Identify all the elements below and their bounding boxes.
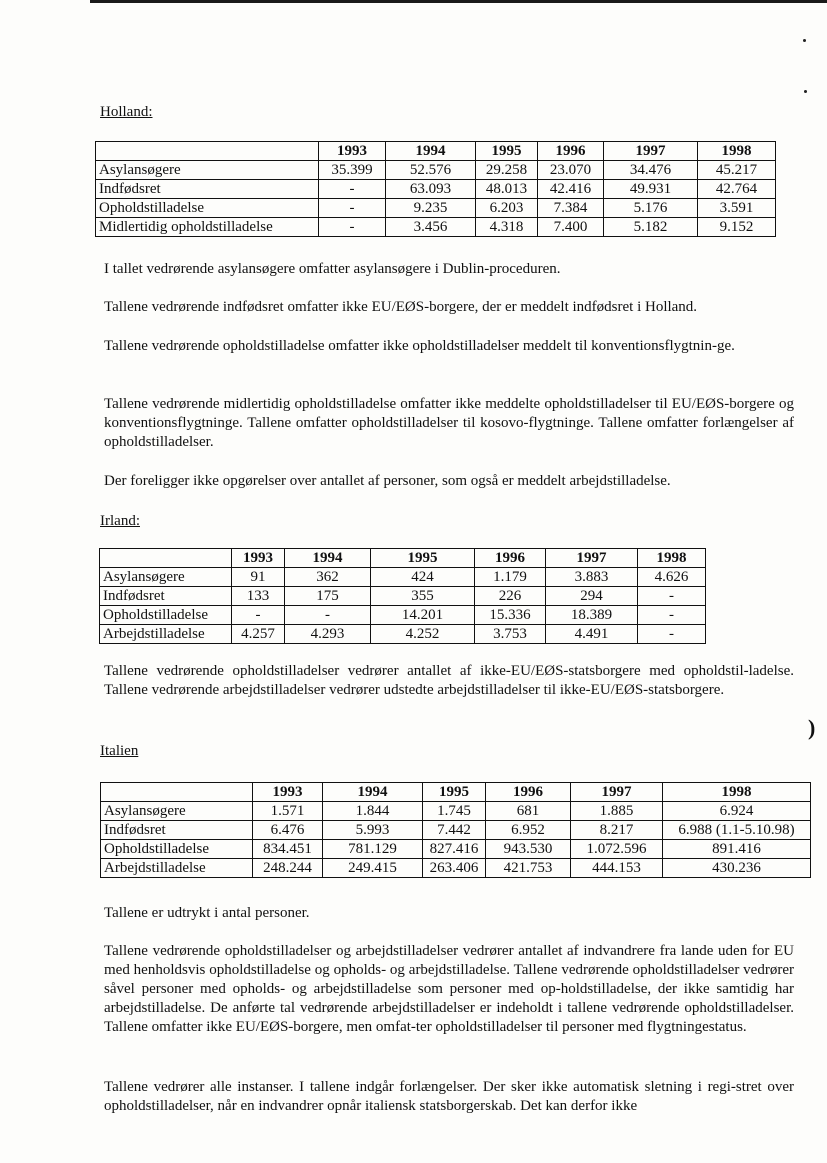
year-header: 1995 [476,142,538,161]
year-header: 1994 [386,142,476,161]
table-row [101,840,811,859]
table-cell: 1.745 [423,802,486,821]
year-header: 1995 [371,549,475,568]
table-cell: 8.217 [571,821,663,840]
scan-speck [804,90,807,93]
table-cell: 6.476 [253,821,323,840]
table-cell: 5.182 [604,218,698,237]
table-cell: 263.406 [423,859,486,878]
table-cell: 9.235 [386,199,476,218]
table-cell: - [319,218,386,237]
paragraph: Tallene vedrørende opholdstilladelser vedrører antallet af ikke-EU/EØS-statsborgere med opholdstil-ladelse. Tallene vedrørende arbejdstilladelser vedrører udstedte arbejdstilladelser til ikke-EU/EØS-statsborgere. [104,663,794,698]
table-cell: - [638,587,706,606]
table-cell: 4.257 [232,625,285,644]
table-row [96,161,776,180]
year-header: 1997 [571,783,663,802]
table-row [101,859,811,878]
table-cell: 18.389 [546,606,638,625]
table-corner-cell [101,783,253,802]
table-cell: 943.530 [486,840,571,859]
row-label: Arbejdstilladelse [100,625,232,644]
table-cell: 23.070 [538,161,604,180]
section-heading-holland: Holland: [100,104,153,120]
table-cell: 49.931 [604,180,698,199]
table-cell: 294 [546,587,638,606]
row-label: Opholdstilladelse [100,606,232,625]
table-row [101,802,811,821]
table-cell: 7.442 [423,821,486,840]
table-cell: 1.571 [253,802,323,821]
table-row [100,625,706,644]
row-label: Asylansøgere [96,161,319,180]
table-cell: 4.491 [546,625,638,644]
table-cell: - [638,625,706,644]
table-cell: 4.293 [285,625,371,644]
table-cell: 29.258 [476,161,538,180]
year-header: 1994 [285,549,371,568]
table-cell: 681 [486,802,571,821]
year-header: 1995 [423,783,486,802]
table-cell: - [319,180,386,199]
table-cell: 52.576 [386,161,476,180]
table-cell: - [285,606,371,625]
table-cell: 4.252 [371,625,475,644]
table-cell: 5.993 [323,821,423,840]
table-cell: 4.626 [638,568,706,587]
row-label: Arbejdstilladelse [101,859,253,878]
table-cell: 362 [285,568,371,587]
table-cell: 6.203 [476,199,538,218]
paragraph: Tallene vedrørende opholdstilladelser og arbejdstilladelser vedrører antallet af indvandrere fra lande uden for EU med henholdsvis opholdstilladelse og opholds- og arbejdstilladelse. Tallene vedrørende opholdstilladelser vedrører såvel personer med opholds- og arbejdstilladelse som personer med op-holdstilladelse, der ikke samtidig har arbejdstilladelse. De anførte tal vedrørende arbejdstilladelser er indeholdt i tallene vedrørende opholdstilladelser. Tallene omfatter ikke EU/EØS-borgere, men omfat-ter opholdstilladelser til personer med flygtningestatus. [104,943,794,1035]
table-cell: 421.753 [486,859,571,878]
table-cell: 781.129 [323,840,423,859]
table-header-row [100,549,706,568]
table-cell: 45.217 [698,161,776,180]
table-cell: 3.753 [475,625,546,644]
year-header: 1994 [323,783,423,802]
table-cell: 14.201 [371,606,475,625]
table-italien [100,782,811,878]
row-label: Indfødsret [100,587,232,606]
table-cell: 248.244 [253,859,323,878]
paragraph: Tallene er udtrykt i antal personer. [104,905,310,921]
table-cell: 424 [371,568,475,587]
year-header: 1996 [486,783,571,802]
table-cell: - [232,606,285,625]
table-cell: 42.764 [698,180,776,199]
table-row [96,180,776,199]
table-cell: 7.400 [538,218,604,237]
row-label: Midlertidig opholdstilladelse [96,218,319,237]
table-cell: 6.988 (1.1-5.10.98) [663,821,811,840]
paragraph: Tallene vedrørende indfødsret omfatter ikke EU/EØS-borgere, der er meddelt indfødsret i Holland. [104,299,698,315]
table-holland [95,141,776,237]
table-cell: 1.885 [571,802,663,821]
table-cell: 5.176 [604,199,698,218]
table-header-row [96,142,776,161]
paragraph: Tallene vedrørende opholdstilladelse omfatter ikke opholdstilladelser meddelt til konventionsflygtnin-ge. [104,338,735,354]
row-label: Opholdstilladelse [96,199,319,218]
table-cell: 48.013 [476,180,538,199]
table-cell: 91 [232,568,285,587]
table-corner-cell [96,142,319,161]
year-header: 1993 [253,783,323,802]
table-row [100,568,706,587]
table-cell: 42.416 [538,180,604,199]
row-label: Asylansøgere [101,802,253,821]
table-cell: 430.236 [663,859,811,878]
section-heading-irland: Irland: [100,513,140,529]
table-cell: 444.153 [571,859,663,878]
paragraph: Tallene vedrørende midlertidig opholdstilladelse omfatter ikke meddelte opholdstilladelser til EU/EØS-borgere og konventionsflygtninge. Tallene omfatter opholdstilladelser til kosovo-flygtninge. Tallene omfatter forlængelser af opholdstilladelser. [104,396,794,450]
table-row [100,606,706,625]
table-cell: 175 [285,587,371,606]
table-cell: 3.456 [386,218,476,237]
year-header: 1998 [638,549,706,568]
row-label: Indfødsret [101,821,253,840]
paragraph: Tallene vedrører alle instanser. I tallene indgår forlængelser. Der sker ikke automatisk sletning i regi-stret over opholdstilladelser, når en indvandrer opnår italiensk statsborgerskab. Det kan derfor ikke [104,1079,794,1114]
table-row [100,587,706,606]
table-cell: 834.451 [253,840,323,859]
table-cell: 35.399 [319,161,386,180]
table-cell: 6.924 [663,802,811,821]
year-header: 1997 [546,549,638,568]
table-cell: 15.336 [475,606,546,625]
row-label: Indfødsret [96,180,319,199]
year-header: 1996 [538,142,604,161]
table-irland [99,548,706,644]
table-cell: 7.384 [538,199,604,218]
table-cell: 3.591 [698,199,776,218]
scan-speck [803,39,806,42]
year-header: 1998 [663,783,811,802]
paragraph: Der foreligger ikke opgørelser over antallet af personer, som også er meddelt arbejdstilladelse. [104,473,671,489]
table-cell: 249.415 [323,859,423,878]
table-cell: 9.152 [698,218,776,237]
table-row [96,218,776,237]
year-header: 1996 [475,549,546,568]
section-heading-italien: Italien [100,743,139,759]
table-cell: - [319,199,386,218]
row-label: Asylansøgere [100,568,232,587]
year-header: 1997 [604,142,698,161]
scan-mark: ) [808,715,816,740]
year-header: 1998 [698,142,776,161]
table-cell: 1.179 [475,568,546,587]
table-cell: 63.093 [386,180,476,199]
table-cell: 34.476 [604,161,698,180]
table-corner-cell [100,549,232,568]
table-cell: 1.072.596 [571,840,663,859]
table-cell: - [638,606,706,625]
table-row [101,821,811,840]
table-row [96,199,776,218]
table-cell: 827.416 [423,840,486,859]
table-cell: 6.952 [486,821,571,840]
paragraph: I tallet vedrørende asylansøgere omfatter asylansøgere i Dublin-proceduren. [104,261,561,277]
table-cell: 4.318 [476,218,538,237]
row-label: Opholdstilladelse [101,840,253,859]
table-cell: 133 [232,587,285,606]
table-cell: 891.416 [663,840,811,859]
year-header: 1993 [319,142,386,161]
year-header: 1993 [232,549,285,568]
top-border-line [90,0,827,3]
table-cell: 226 [475,587,546,606]
table-cell: 3.883 [546,568,638,587]
table-header-row [101,783,811,802]
table-cell: 1.844 [323,802,423,821]
table-cell: 355 [371,587,475,606]
